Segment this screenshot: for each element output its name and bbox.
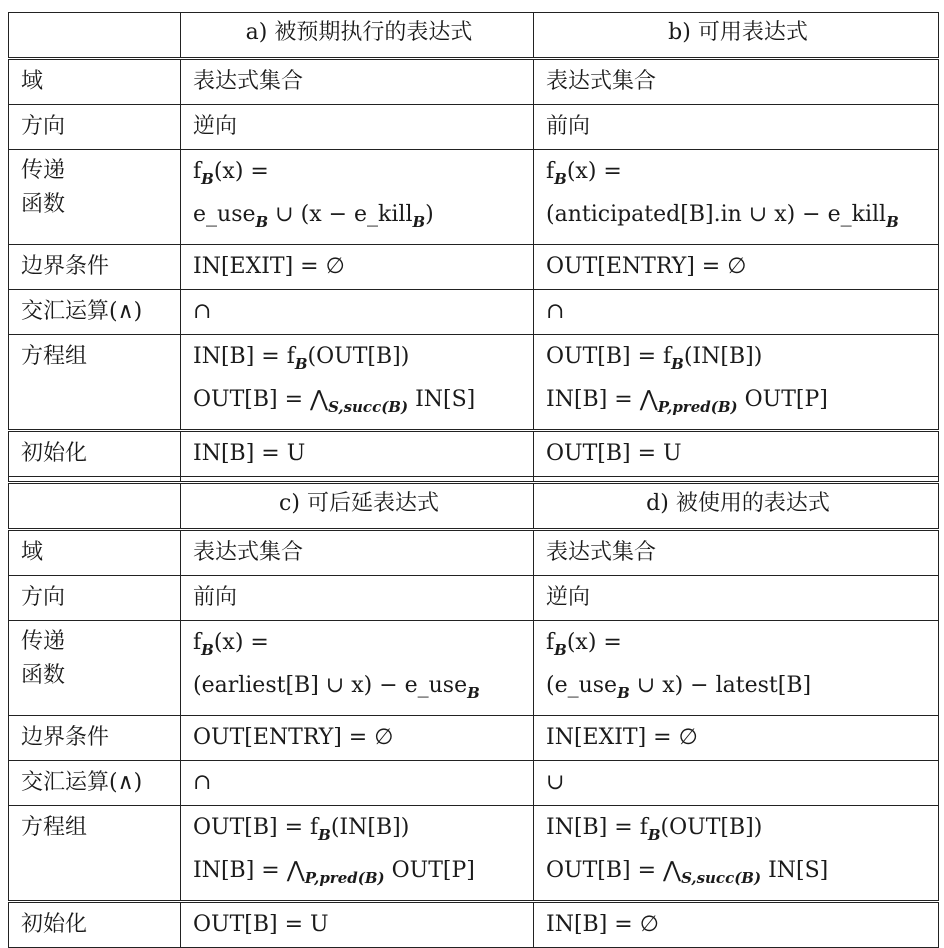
table-row bbox=[9, 335, 939, 431]
formula-cell bbox=[534, 716, 939, 761]
table-row bbox=[9, 530, 939, 576]
table-row bbox=[9, 59, 939, 105]
formula-cell bbox=[534, 530, 939, 576]
header-cell: a) 被预期执行的表达式 bbox=[181, 13, 534, 59]
table-row bbox=[9, 105, 939, 150]
table-row bbox=[9, 902, 939, 948]
formula-line: ∩ bbox=[546, 299, 565, 324]
formula-line: $IN[B] = ⋀_{P,pred(B)}$ OUT[P] bbox=[546, 387, 828, 416]
formula-cell bbox=[181, 902, 534, 948]
header-row bbox=[9, 13, 939, 59]
row-label bbox=[9, 150, 181, 245]
formula-cell bbox=[534, 431, 939, 477]
formula-line: IN[EXIT] = ∅ bbox=[546, 725, 698, 750]
formula-line: OUT[B] = U bbox=[193, 912, 329, 937]
formula-line: (earliest[B] ∪ x) − e_use$_B$ bbox=[193, 673, 480, 702]
formula-line: $f_B(x)$ = bbox=[193, 159, 269, 188]
row-label-line: 函数 bbox=[21, 663, 66, 688]
formula-cell bbox=[534, 761, 939, 806]
table-row bbox=[9, 716, 939, 761]
formula-cell bbox=[181, 431, 534, 477]
formula-line: 逆向 bbox=[546, 585, 591, 610]
formula-cell bbox=[181, 530, 534, 576]
formula-cell bbox=[181, 105, 534, 150]
row-label: 交汇运算(∧) bbox=[9, 290, 181, 335]
formula-line: $IN[B] = f_B(OUT[B])$ bbox=[193, 344, 410, 373]
header-row bbox=[9, 483, 939, 530]
row-label: 边界条件 bbox=[9, 716, 181, 761]
formula-line: $f_B(x)$ = bbox=[546, 630, 622, 659]
table-row bbox=[9, 761, 939, 806]
table-row bbox=[9, 245, 939, 290]
formula-line: ∪ bbox=[546, 770, 565, 795]
formula-cell bbox=[534, 245, 939, 290]
formula-line: 表达式集合 bbox=[193, 69, 304, 94]
row-label bbox=[9, 621, 181, 716]
formula-line: $OUT[B] = ⋀_{S,succ(B)}$ IN[S] bbox=[193, 387, 476, 416]
formula-cell bbox=[534, 335, 939, 431]
formula-cell bbox=[181, 245, 534, 290]
formula-cell bbox=[534, 150, 939, 245]
row-label: 初始化 bbox=[9, 902, 181, 948]
formula-line: OUT[ENTRY] = ∅ bbox=[546, 254, 747, 279]
row-label: 方向 bbox=[9, 105, 181, 150]
formula-line: (anticipated[B].in ∪ x) − e_kill$_B$ bbox=[546, 202, 899, 231]
table-row bbox=[9, 806, 939, 902]
formula-line: 逆向 bbox=[193, 114, 238, 139]
formula-line: 前向 bbox=[193, 585, 238, 610]
header-cell: b) 可用表达式 bbox=[534, 13, 939, 59]
row-label-line: 传递 bbox=[21, 629, 66, 654]
formula-line: OUT[ENTRY] = ∅ bbox=[193, 725, 394, 750]
formula-line: e_use$_B$ ∪ (x − e_kill$_B$) bbox=[193, 202, 434, 231]
formula-line: IN[B] = ∅ bbox=[546, 912, 659, 937]
formula-line: IN[EXIT] = ∅ bbox=[193, 254, 345, 279]
table-row bbox=[9, 290, 939, 335]
formula-line: $f_B(x)$ = bbox=[546, 159, 622, 188]
formula-cell bbox=[534, 806, 939, 902]
table-row bbox=[9, 621, 939, 716]
formula-line: (e_use$_B$ ∪ x) − latest[B] bbox=[546, 673, 812, 702]
header-cell: c) 可后延表达式 bbox=[181, 483, 534, 530]
formula-cell bbox=[534, 105, 939, 150]
formula-cell bbox=[181, 150, 534, 245]
formula-cell bbox=[181, 621, 534, 716]
header-cell bbox=[9, 483, 181, 530]
row-label-line: 函数 bbox=[21, 192, 66, 217]
dataflow-table bbox=[8, 12, 939, 948]
row-label: 方程组 bbox=[9, 335, 181, 431]
formula-line: 前向 bbox=[546, 114, 591, 139]
row-label: 域 bbox=[9, 59, 181, 105]
formula-cell bbox=[181, 335, 534, 431]
formula-line: $f_B(x)$ = bbox=[193, 630, 269, 659]
formula-line: ∩ bbox=[193, 770, 212, 795]
row-label: 初始化 bbox=[9, 431, 181, 477]
row-label: 边界条件 bbox=[9, 245, 181, 290]
formula-line: 表达式集合 bbox=[546, 69, 657, 94]
formula-cell bbox=[181, 59, 534, 105]
formula-cell bbox=[534, 59, 939, 105]
formula-line: 表达式集合 bbox=[193, 540, 304, 565]
formula-cell bbox=[534, 576, 939, 621]
row-label: 方程组 bbox=[9, 806, 181, 902]
row-label: 交汇运算(∧) bbox=[9, 761, 181, 806]
formula-line: 表达式集合 bbox=[546, 540, 657, 565]
table-row bbox=[9, 431, 939, 477]
row-label-line: 传递 bbox=[21, 158, 66, 183]
formula-line: $OUT[B] = f_B(IN[B])$ bbox=[546, 344, 763, 373]
formula-cell bbox=[181, 716, 534, 761]
formula-cell bbox=[534, 290, 939, 335]
formula-cell bbox=[181, 761, 534, 806]
formula-line: $OUT[B] = f_B(IN[B])$ bbox=[193, 815, 410, 844]
row-label: 域 bbox=[9, 530, 181, 576]
formula-line: $IN[B] = ⋀_{P,pred(B)}$ OUT[P] bbox=[193, 858, 475, 887]
row-label: 方向 bbox=[9, 576, 181, 621]
formula-line: IN[B] = U bbox=[193, 441, 306, 466]
table-row bbox=[9, 576, 939, 621]
formula-line: $IN[B] = f_B(OUT[B])$ bbox=[546, 815, 763, 844]
formula-cell bbox=[534, 621, 939, 716]
header-cell bbox=[9, 13, 181, 59]
formula-cell bbox=[181, 290, 534, 335]
formula-cell bbox=[181, 806, 534, 902]
formula-cell bbox=[181, 576, 534, 621]
formula-line: OUT[B] = U bbox=[546, 441, 682, 466]
formula-line: $OUT[B] = ⋀_{S,succ(B)}$ IN[S] bbox=[546, 858, 829, 887]
formula-cell bbox=[534, 902, 939, 948]
header-cell: d) 被使用的表达式 bbox=[534, 483, 939, 530]
table-row bbox=[9, 150, 939, 245]
formula-line: ∩ bbox=[193, 299, 212, 324]
